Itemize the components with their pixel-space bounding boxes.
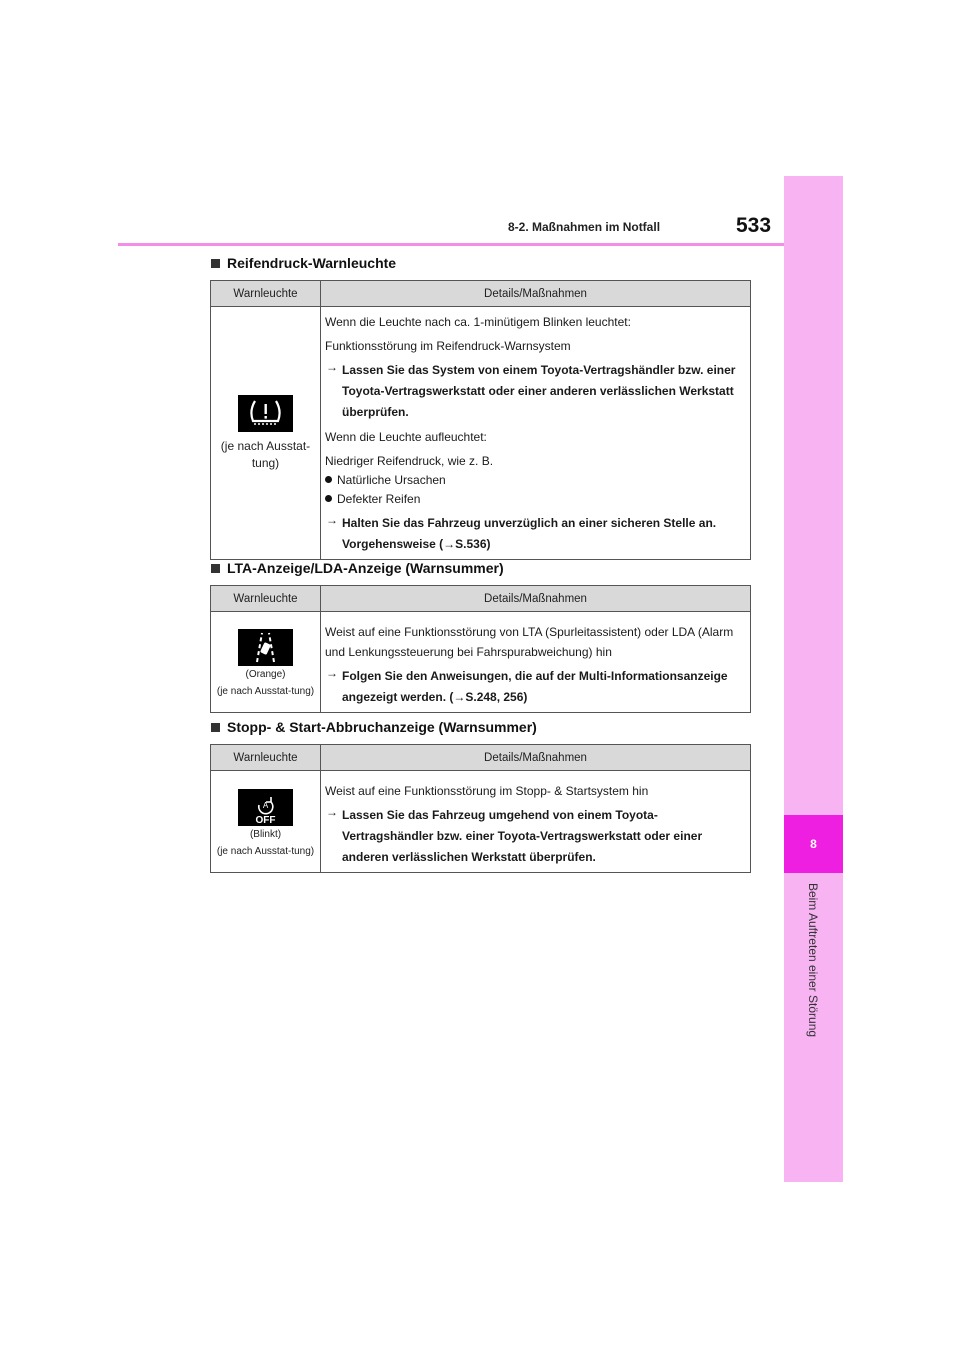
detail-line: Wenn die Leuchte aufleuchtet: bbox=[325, 430, 487, 444]
icon-note: (je nach Ausstat-tung) bbox=[220, 438, 311, 470]
icon-cell bbox=[211, 612, 321, 713]
bullet-text: Defekter Reifen bbox=[337, 492, 421, 506]
chapter-title: Beim Auftreten einer Störung bbox=[806, 882, 820, 1038]
bullet-text: Natürliche Ursachen bbox=[337, 473, 446, 487]
action-item bbox=[325, 360, 744, 423]
detail-line: Weist auf eine Funktionsstörung im Stopp- & Startsystem hin bbox=[325, 784, 649, 798]
arrow-icon: → bbox=[326, 666, 338, 680]
stop-start-icon-label: OFF bbox=[255, 814, 276, 826]
warning-table-stop-start bbox=[210, 744, 751, 873]
section-heading-tire-pressure bbox=[211, 255, 396, 271]
arrow-icon: → bbox=[326, 513, 338, 527]
bullet-icon bbox=[325, 476, 332, 483]
header-rule bbox=[118, 243, 784, 246]
action-item bbox=[325, 513, 744, 555]
section-heading-lta-lda bbox=[211, 560, 504, 576]
col-header-warnleuchte: Warnleuchte bbox=[211, 745, 321, 771]
chapter-number-tab[interactable] bbox=[784, 815, 843, 873]
action-text: Halten Sie das Fahrzeug unverzüglich an einer sicheren Stelle an. Vorgehensweise (→S.536) bbox=[342, 516, 717, 551]
bullet-icon bbox=[325, 495, 332, 502]
heading-square-icon bbox=[211, 259, 220, 268]
icon-note: (je nach Ausstat-tung) bbox=[216, 686, 315, 697]
warning-table-lta-lda bbox=[210, 585, 751, 713]
arrow-icon: → bbox=[326, 805, 338, 819]
chapter-number: 8 bbox=[810, 837, 817, 851]
col-header-warnleuchte: Warnleuchte bbox=[211, 281, 321, 307]
details-cell bbox=[321, 771, 751, 873]
col-header-warnleuchte: Warnleuchte bbox=[211, 586, 321, 612]
heading-text: LTA-Anzeige/LDA-Anzeige (Warnsummer) bbox=[227, 560, 504, 576]
action-item bbox=[325, 805, 744, 868]
detail-line: Funktionsstörung im Reifendruck-Warnsystem bbox=[325, 339, 571, 353]
section-reference: 8-2. Maßnahmen im Notfall bbox=[508, 220, 661, 234]
stop-start-off-icon bbox=[238, 789, 293, 826]
warning-table-tire-pressure bbox=[210, 280, 751, 560]
icon-cell bbox=[211, 771, 321, 873]
action-text: Lassen Sie das System von einem Toyota-Vertragshändler bzw. einer Toyota-Vertragswerkstatt oder einer anderen verlässlichen Werkstatt überprüfen. bbox=[342, 363, 736, 419]
icon-blink-note: (Blinkt) bbox=[249, 828, 282, 840]
tire-pressure-warning-icon bbox=[238, 395, 293, 432]
details-cell bbox=[321, 612, 751, 713]
bullet-item bbox=[325, 471, 744, 490]
lane-departure-warning-icon bbox=[238, 629, 293, 666]
heading-text: Stopp- & Start-Abbruchanzeige (Warnsummer) bbox=[227, 719, 537, 735]
page-number: 533 bbox=[736, 214, 772, 237]
details-cell bbox=[321, 307, 751, 560]
detail-line: Niedriger Reifendruck, wie z. B. bbox=[325, 454, 494, 468]
action-item bbox=[325, 666, 744, 708]
detail-line: Weist auf eine Funktionsstörung von LTA (Spurleitassistent) oder LDA (Alarm und Lenkungssteuerung bei Fahrspurabweichung) hin bbox=[325, 625, 734, 659]
heading-square-icon bbox=[211, 564, 220, 573]
bullet-item bbox=[325, 490, 744, 509]
detail-line: Wenn die Leuchte nach ca. 1-minütigem Blinken leuchtet: bbox=[325, 315, 631, 329]
arrow-icon: → bbox=[326, 360, 338, 374]
icon-note: (je nach Ausstat-tung) bbox=[216, 845, 315, 857]
icon-color-note: (Orange) bbox=[245, 669, 286, 680]
col-header-details: Details/Maßnahmen bbox=[321, 745, 751, 771]
stop-start-icon-letter: A bbox=[262, 800, 269, 810]
heading-text: Reifendruck-Warnleuchte bbox=[227, 255, 397, 271]
icon-cell bbox=[211, 307, 321, 560]
heading-square-icon bbox=[211, 723, 220, 732]
action-text: Folgen Sie den Anweisungen, die auf der Multi-Informationsanzeige angezeigt werden. (→S.248, 256) bbox=[342, 669, 728, 704]
col-header-details: Details/Maßnahmen bbox=[321, 586, 751, 612]
col-header-details: Details/Maßnahmen bbox=[321, 281, 751, 307]
section-heading-stop-start bbox=[211, 719, 537, 735]
action-text: Lassen Sie das Fahrzeug umgehend von einem Toyota-Vertragshändler bzw. einer Toyota-Vertragswerkstatt oder einer anderen verlässlichen Werkstatt überprüfen. bbox=[342, 808, 703, 864]
